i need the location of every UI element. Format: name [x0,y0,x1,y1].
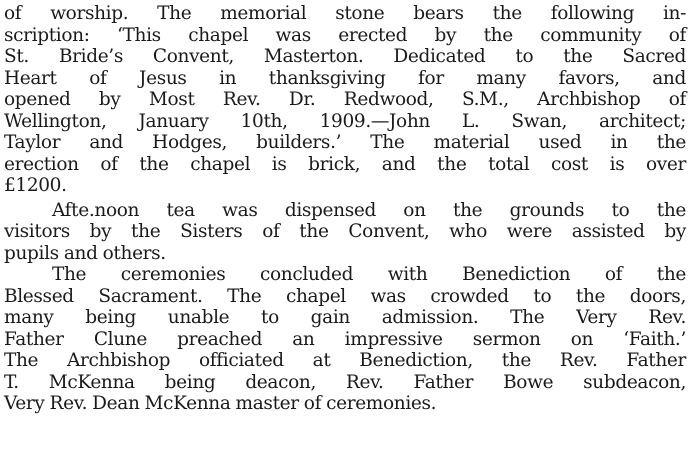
text-line: many being unable to gain admission. The Very Rev. [4,307,686,328]
text-line: visitors by the Sisters of the Convent, who were assisted by [4,221,686,242]
text-line: erection of the chapel is brick, and the total cost is over [4,153,686,175]
paragraph-inscription [4,3,686,197]
text-line: £1200. [4,175,67,196]
paragraph-ceremonies [4,264,686,415]
text-line: St. Bride’s Convent, Masterton. Dedicated to the Sacred [4,46,686,67]
text-line: Father Clune preached an impressive sermon on ‘Faith.’ [4,328,686,350]
text-line: scription: ‘This chapel was erected by the community of [4,24,686,46]
text-line: Blessed Sacrament. The chapel was crowded to the doors, [4,285,686,307]
text-line: Very Rev. Dean McKenna master of ceremonies. [4,393,437,414]
text-line: pupils and others. [4,242,166,264]
text-line: Wellington, January 10th, 1909.—John L. Swan, architect; [4,110,686,132]
text-line: T. McKenna being deacon, Rev. Father Bowe subdeacon, [4,371,686,393]
article-text [4,3,686,415]
text-line: The Archbishop officiated at Benediction, the Rev. Father [4,350,686,371]
text-line: opened by Most Rev. Dr. Redwood, S.M., Archbishop of [4,89,686,110]
text-line: of worship. The memorial stone bears the following in- [4,3,686,24]
text-line: The ceremonies concluded with Benediction of the [52,264,686,285]
text-line: Taylor and Hodges, builders.’ The material used in the [4,132,686,153]
text-line: Afte.noon tea was dispensed on the grounds to the [52,199,686,221]
paragraph-afternoon-tea [4,200,686,265]
text-line: Heart of Jesus in thanksgiving for many favors, and [4,67,686,89]
